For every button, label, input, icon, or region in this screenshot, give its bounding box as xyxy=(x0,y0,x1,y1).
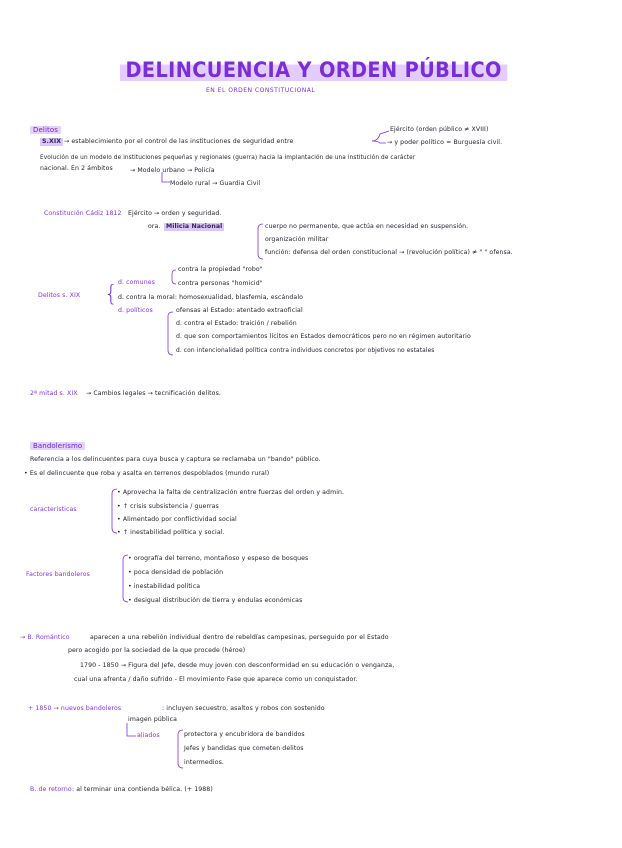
tag-factores: Factores bandoleros xyxy=(26,571,90,578)
car-4: • ↑ inestabilidad política y social. xyxy=(117,529,225,536)
fac-3: • inestabilidad política xyxy=(128,583,201,590)
aliados-3: intermedios. xyxy=(184,759,224,766)
delitos-brace: { xyxy=(104,282,118,307)
section-heading-delitos: Delitos xyxy=(30,126,61,134)
tag-romantico: → B. Romántico xyxy=(20,634,70,641)
d-politicos-2: d. contra el Estado: traición / rebelión xyxy=(176,320,297,327)
tag-delitos-s19: Delitos s. XIX xyxy=(38,292,81,299)
car-1: • Aprovecha la falta de centralización entre fuerzas del orden y admin. xyxy=(117,489,345,496)
tag-s19: S.XIX xyxy=(42,138,62,145)
tag-segunda-mitad: 2ª mitad s. XIX xyxy=(30,390,78,397)
const-line1: Ejército → orden y seguridad. xyxy=(128,210,222,217)
sec1-line2: Evolución de un modelo de instituciones pequeñas y regionales (guerra) hacia la implantación de una institución de carácter xyxy=(40,155,416,161)
milicia-3: función: defensa del orden constitucional → (revolución política) ≠ " " ofensa. xyxy=(265,249,513,256)
d-politicos-3: d. que son comportamientos lícitos en Estados democráticos pero no en régimen autoritario xyxy=(176,333,471,340)
rom-3: 1790 - 1850 → Figura del Jefe, desde muy joven con desconformidad en su educación o venganza, xyxy=(80,662,395,669)
sec1-line1-bottom: → y poder político = Burguesía civil. xyxy=(387,139,503,146)
car-3: • Alimentado por conflictividad social xyxy=(117,516,237,523)
fac-2: • poca densidad de población xyxy=(128,569,224,576)
fac-1: • orografía del terreno, montañoso y espeso de bosques xyxy=(128,555,309,562)
modelo-rural: Modelo rural → Guardia Civil xyxy=(170,180,261,187)
nb-1: : incluyen secuestro, asaltos y robos con sostenido xyxy=(162,705,325,712)
rom-1: aparecen a una rebelión individual dentro de rebeldías campesinas, perseguido por el Estado xyxy=(90,634,389,641)
const-ora: ora. xyxy=(148,223,161,230)
d-politicos: d. políticos xyxy=(118,307,153,314)
nb-2: imagen pública xyxy=(128,716,177,723)
rom-2: pero acogido por la sociedad de la que procede (héroe) xyxy=(68,647,246,654)
rom-4: cual una afrenta / daño sufrido - El movimiento Fase que aparece como un conquistador. xyxy=(74,676,358,683)
milicia-1: cuerpo no permanente, que actúa en necesidad en suspensión. xyxy=(265,223,469,230)
fac-4: • desigual distribución de tierra y endulas económicas xyxy=(128,597,303,604)
d-moral: d. contra la moral: homosexualidad, blasfemia, escándalo xyxy=(118,294,304,301)
modelo-urbano: → Modelo urbano → Policía xyxy=(130,167,215,174)
d-comunes: d. comunes xyxy=(118,279,155,286)
sec1-line1-top: Ejército (orden público ≠ XVIII) xyxy=(390,126,489,133)
tag-retorno: B. de retorno xyxy=(30,786,72,793)
tag-constitucion: Constitución Cádiz 1812 xyxy=(44,210,122,217)
d-politicos-4: d. con intencionalidad política contra individuos concretos por objetivos no estatales xyxy=(176,348,435,354)
car-2: • ↑ crisis subsistencia / guerras xyxy=(117,503,219,510)
d-politicos-1: ofensas al Estado: atentado extraoficial xyxy=(176,307,303,314)
milicia-nacional: Milicia Nacional xyxy=(166,223,223,230)
milicia-2: organización militar xyxy=(265,236,329,243)
tag-caracteristicas: características xyxy=(30,506,77,513)
aliados-1: protectora y encubridora de bandidos xyxy=(184,731,305,738)
tag-nuevos-bandoleros: + 1850 → nuevos bandoleros xyxy=(28,705,122,712)
page-subtitle: EN EL ORDEN CONSTITUCIONAL xyxy=(206,87,316,94)
d-comunes-a: contra la propiedad "robo" xyxy=(178,266,263,273)
page-title: DELINCUENCIA Y ORDEN PÚBLICO xyxy=(120,56,507,84)
band-line2: • Es el delincuente que roba y asalta en terrenos despoblados (mundo rural) xyxy=(24,470,270,477)
tag-aliados: aliados xyxy=(137,732,160,739)
aliados-2: Jefes y bandidas que cometen delitos xyxy=(184,745,304,752)
band-line1: Referencia a los delincuentes para cuya busca y captura se reclamaba un "bando" público. xyxy=(30,456,321,463)
retorno-text: : al terminar una contienda bélica. (+ 1988) xyxy=(72,786,213,793)
sec1-line1: → establecimiento por el control de las instituciones de seguridad entre xyxy=(64,138,294,145)
sec1-line3: nacional. En 2 ámbitos xyxy=(40,165,113,172)
segunda-mitad-text: → Cambios legales → tecnificación delitos. xyxy=(86,390,221,397)
d-comunes-b: contra personas "homicid" xyxy=(178,280,263,287)
section-heading-bandolerismo: Bandolerismo xyxy=(30,442,85,450)
